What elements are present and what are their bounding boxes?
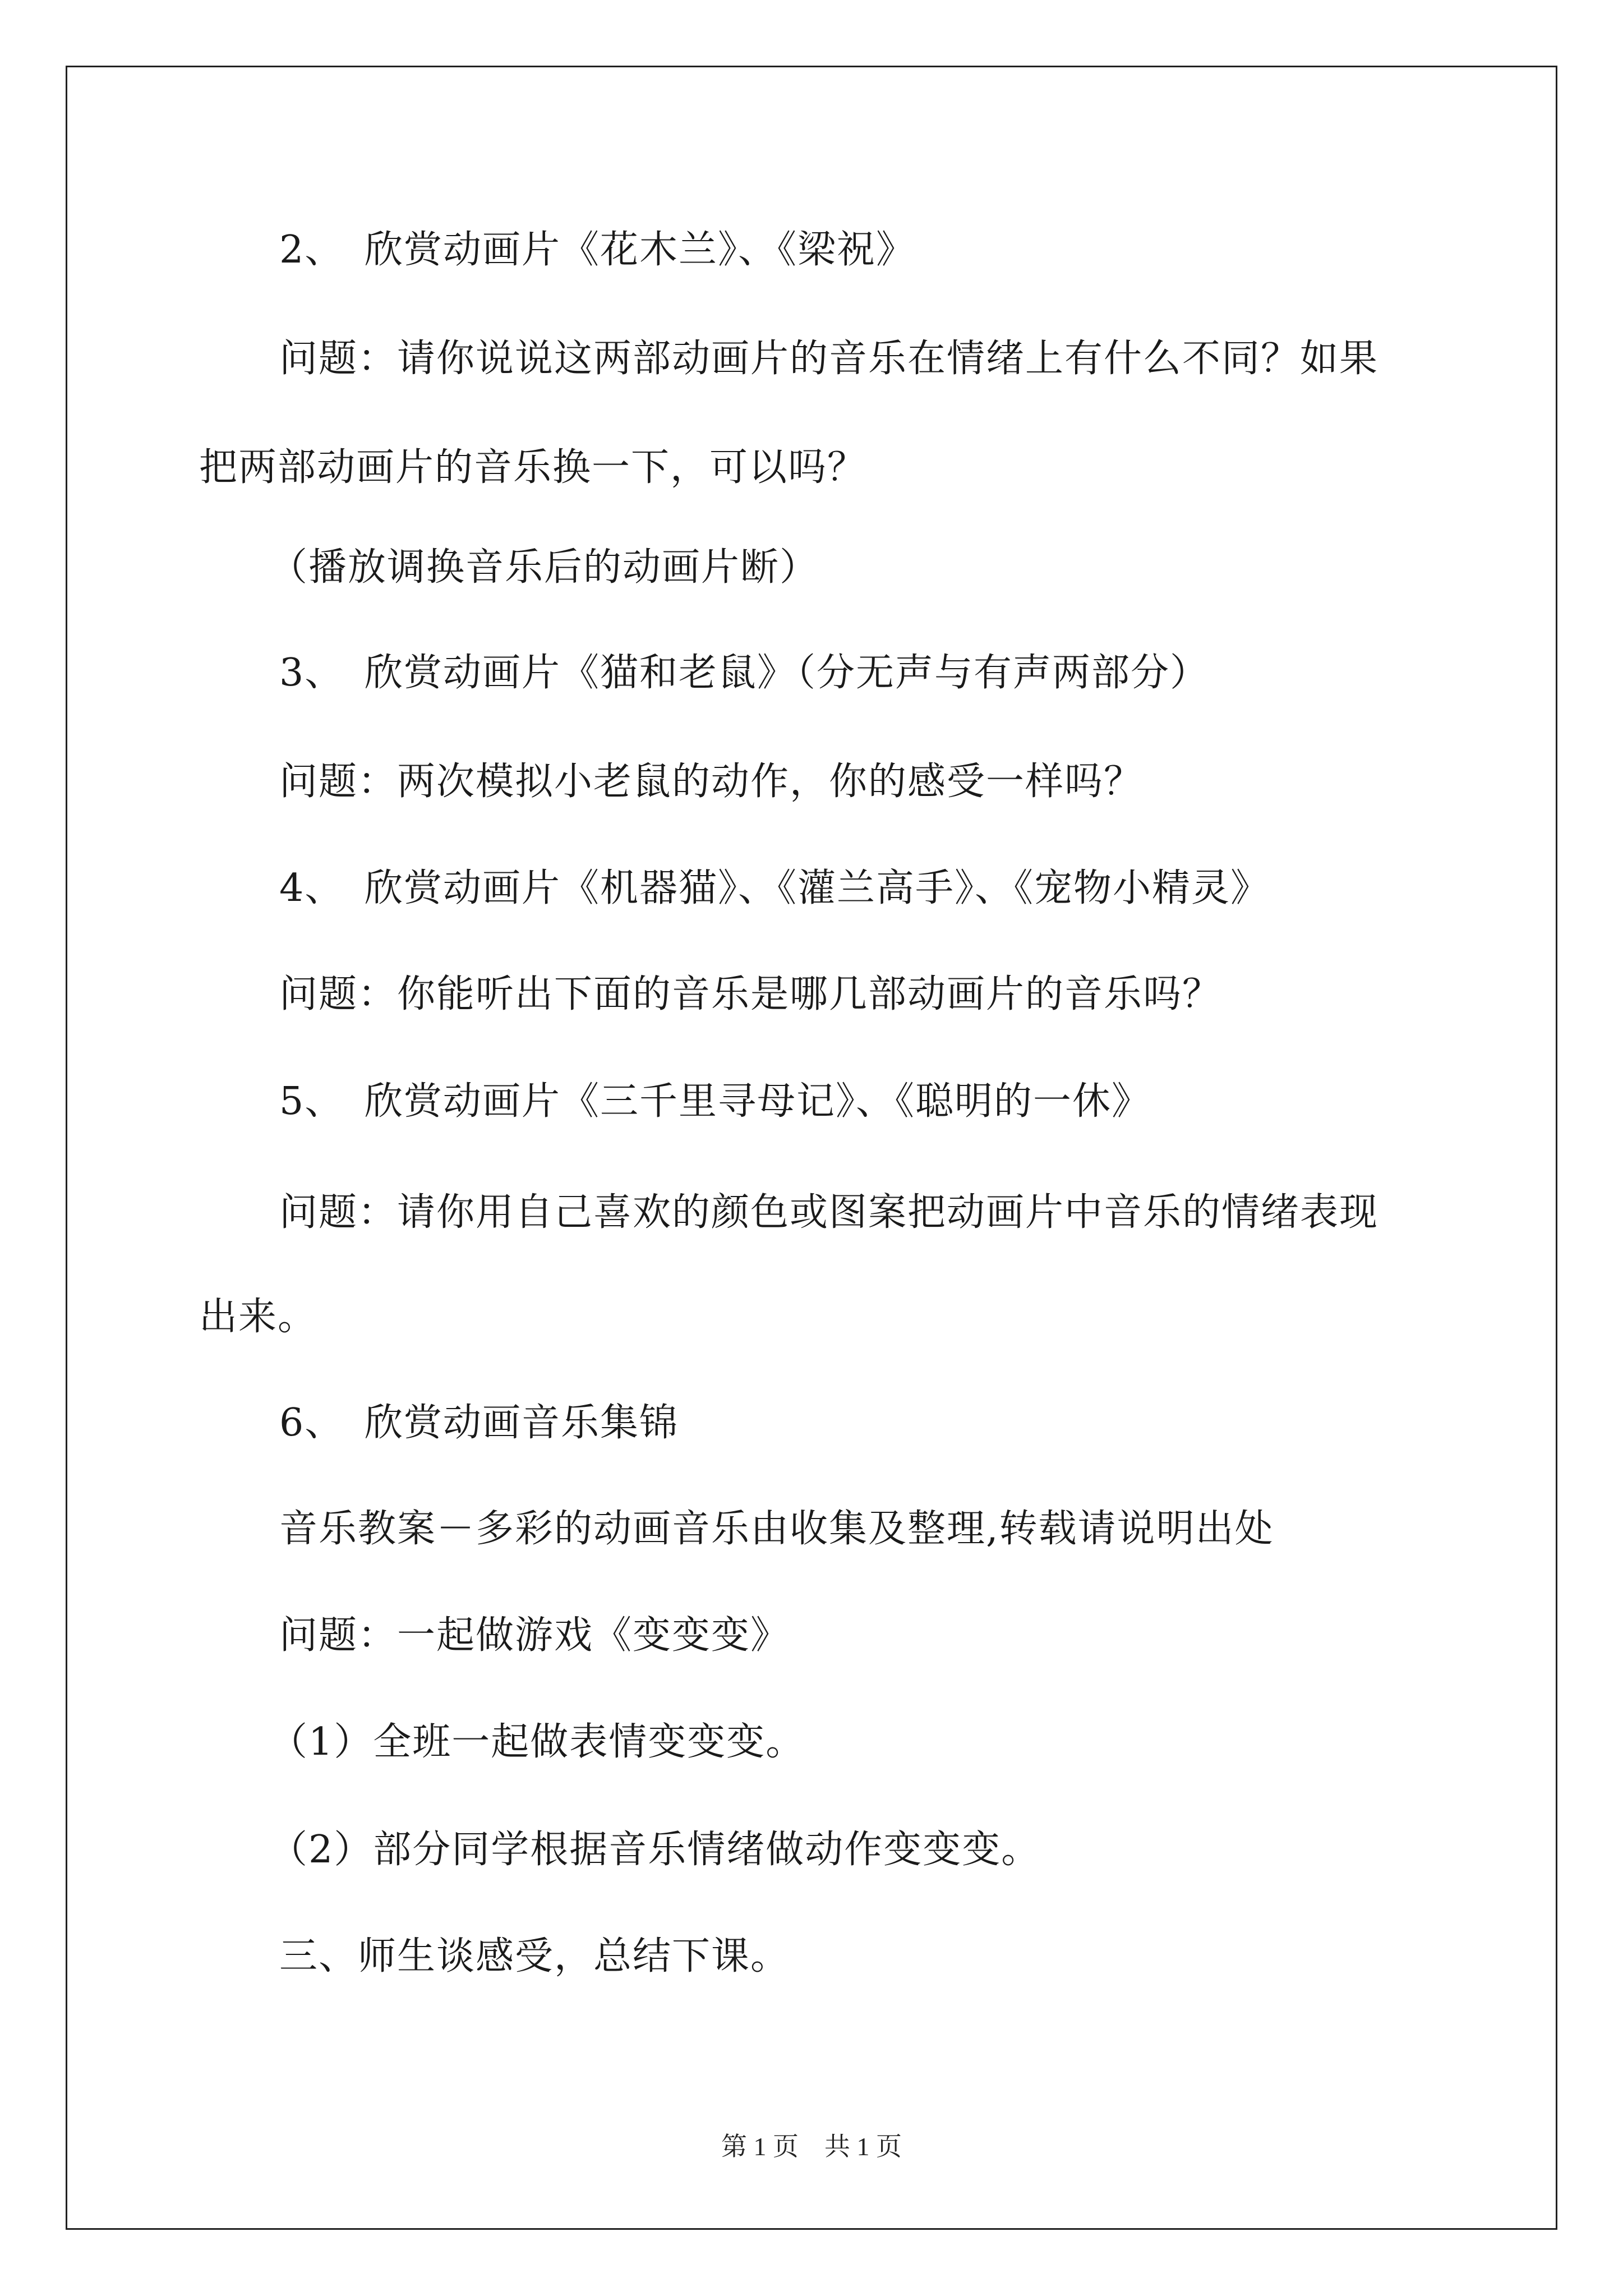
item-text: 欣赏动画片《猫和老鼠》（分无声与有声两部分）	[365, 651, 1210, 695]
item-text: 欣赏动画片《机器猫》、《灌兰高手》、《宠物小精灵》	[365, 866, 1270, 910]
question-2-line1: 问题：请你说说这两部动画片的音乐在情绪上有什么不同？如果	[279, 337, 1379, 381]
item-text: 欣赏动画片《花木兰》、《梁祝》	[365, 228, 916, 272]
item-number: 6、	[279, 1401, 344, 1445]
item-6-heading	[279, 1401, 679, 1445]
question-3: 问题：两次模拟小老鼠的动作，你的感受一样吗？	[279, 760, 1144, 804]
activity-step-1: （1）全班一起做表情变变变。	[269, 1720, 805, 1764]
item-number: 2、	[279, 228, 344, 272]
question-5-line2: 出来。	[199, 1295, 317, 1339]
item-number: 3、	[279, 651, 344, 695]
item-5-heading	[279, 1079, 1151, 1124]
page-footer: 第 1 页 共 1 页	[721, 2132, 902, 2161]
page-border	[66, 66, 1557, 2230]
item-4-heading	[279, 866, 1270, 910]
item-number: 5、	[279, 1079, 344, 1124]
item-text: 欣赏动画音乐集锦	[365, 1401, 679, 1445]
item-text: 欣赏动画片《三千里寻母记》、《聪明的一休》	[365, 1079, 1151, 1124]
item-number: 4、	[279, 866, 344, 910]
item-3-heading	[279, 651, 1210, 695]
question-5-line1: 问题：请你用自己喜欢的颜色或图案把动画片中音乐的情绪表现	[279, 1190, 1379, 1235]
activity-step-2: （2）部分同学根据音乐情绪做动作变变变。	[269, 1828, 1041, 1872]
source-note: 音乐教案－多彩的动画音乐由收集及整理,转载请说明出处	[279, 1507, 1274, 1551]
item-2-heading	[279, 228, 916, 272]
note-playback: （播放调换音乐后的动画片断）	[269, 545, 819, 590]
question-2-line2: 把两部动画片的音乐换一下，可以吗？	[199, 445, 867, 490]
section-three-summary: 三、师生谈感受，总结下课。	[279, 1934, 790, 1978]
question-4: 问题：你能听出下面的音乐是哪几部动画片的音乐吗？	[279, 972, 1222, 1016]
question-6: 问题：一起做游戏《变变变》	[279, 1613, 790, 1658]
